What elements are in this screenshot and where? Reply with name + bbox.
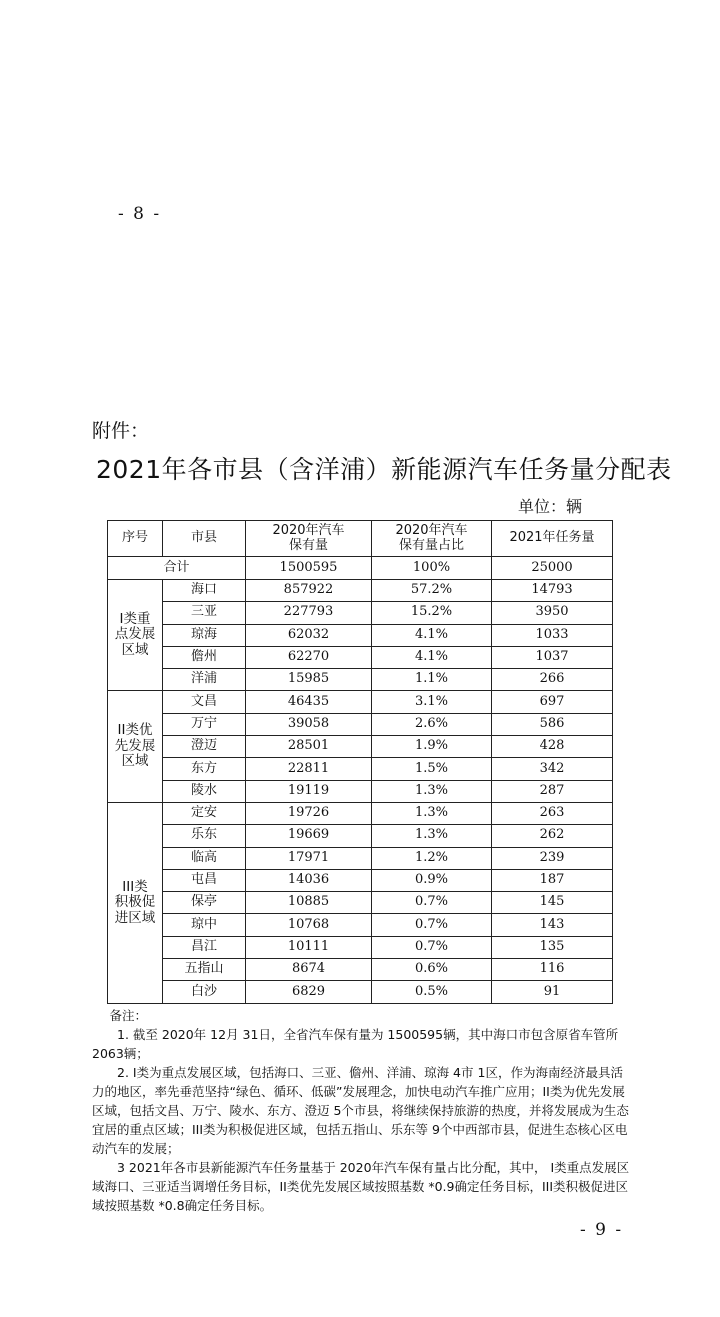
share-cell: 0.9% <box>372 869 492 891</box>
task-cell: 287 <box>492 780 613 802</box>
task-cell: 187 <box>492 869 613 891</box>
table-row <box>108 646 613 668</box>
share-cell: 0.7% <box>372 914 492 936</box>
table-row <box>108 959 613 981</box>
header-task: 2021年任务量 <box>492 521 613 557</box>
holdings-cell: 28501 <box>246 736 372 758</box>
share-cell: 0.7% <box>372 936 492 958</box>
city-cell: 万宁 <box>163 713 246 735</box>
total-task: 25000 <box>492 557 613 580</box>
task-cell: 586 <box>492 713 613 735</box>
notes-section <box>92 1006 632 1215</box>
total-holdings: 1500595 <box>246 557 372 580</box>
city-cell: 五指山 <box>163 959 246 981</box>
city-cell: 东方 <box>163 758 246 780</box>
task-cell: 145 <box>492 892 613 914</box>
task-cell: 342 <box>492 758 613 780</box>
holdings-cell: 227793 <box>246 602 372 624</box>
task-cell: 239 <box>492 847 613 869</box>
table-row <box>108 869 613 891</box>
task-cell: 143 <box>492 914 613 936</box>
share-cell: 1.2% <box>372 847 492 869</box>
holdings-cell: 8674 <box>246 959 372 981</box>
page-number-top: - 8 - <box>118 204 162 224</box>
header-share: 2020年汽车 保有量占比 <box>372 521 492 557</box>
city-cell: 保亭 <box>163 892 246 914</box>
share-cell: 4.1% <box>372 646 492 668</box>
holdings-cell: 14036 <box>246 869 372 891</box>
table-row <box>108 802 613 824</box>
table-row <box>108 780 613 802</box>
city-cell: 定安 <box>163 802 246 824</box>
attachment-label: 附件： <box>92 420 150 442</box>
holdings-cell: 22811 <box>246 758 372 780</box>
share-cell: 0.5% <box>372 981 492 1003</box>
share-cell: 57.2% <box>372 580 492 602</box>
share-cell: 1.5% <box>372 758 492 780</box>
notes-heading: 备注： <box>109 1008 148 1023</box>
city-cell: 海口 <box>163 580 246 602</box>
allocation-table <box>107 520 613 1004</box>
task-cell: 428 <box>492 736 613 758</box>
table-row <box>108 758 613 780</box>
task-cell: 697 <box>492 691 613 713</box>
share-cell: 4.1% <box>372 624 492 646</box>
holdings-cell: 10768 <box>246 914 372 936</box>
table-row <box>108 624 613 646</box>
note-item: 1. 截至 2020年 12月 31日，全省汽车保有量为 1500595辆，其中海口市包含原省车管所 2063辆； <box>92 1027 619 1061</box>
city-cell: 琼海 <box>163 624 246 646</box>
task-cell: 14793 <box>492 580 613 602</box>
city-cell: 洋浦 <box>163 669 246 691</box>
holdings-cell: 19726 <box>246 802 372 824</box>
city-cell: 三亚 <box>163 602 246 624</box>
holdings-cell: 15985 <box>246 669 372 691</box>
task-cell: 135 <box>492 936 613 958</box>
table-row <box>108 914 613 936</box>
table-row <box>108 713 613 735</box>
city-cell: 儋州 <box>163 646 246 668</box>
share-cell: 0.6% <box>372 959 492 981</box>
city-cell: 临高 <box>163 847 246 869</box>
city-cell: 屯昌 <box>163 869 246 891</box>
task-cell: 91 <box>492 981 613 1003</box>
holdings-cell: 17971 <box>246 847 372 869</box>
category-cell: I类重 点发展 区域 <box>108 580 163 691</box>
task-cell: 262 <box>492 825 613 847</box>
table-row <box>108 936 613 958</box>
category-cell: II类优 先发展 区域 <box>108 691 163 802</box>
note-item: 3 2021年各市县新能源汽车任务量基于 2020年汽车保有量占比分配，其中， I类重点发展区域海口、三亚适当调增任务目标，II类优先发展区域按照基数 *0.9确定任务目标，III类积极促进区域按照基数 *0.8确定任务目标。 <box>92 1160 630 1213</box>
table-row <box>108 892 613 914</box>
holdings-cell: 39058 <box>246 713 372 735</box>
page-number-bottom: - 9 - <box>580 1220 624 1240</box>
table-row <box>108 669 613 691</box>
task-cell: 1033 <box>492 624 613 646</box>
header-holdings: 2020年汽车 保有量 <box>246 521 372 557</box>
holdings-cell: 857922 <box>246 580 372 602</box>
share-cell: 1.3% <box>372 825 492 847</box>
table-row <box>108 736 613 758</box>
table-row <box>108 602 613 624</box>
table-row <box>108 691 613 713</box>
task-cell: 3950 <box>492 602 613 624</box>
city-cell: 陵水 <box>163 780 246 802</box>
city-cell: 乐东 <box>163 825 246 847</box>
city-cell: 昌江 <box>163 936 246 958</box>
total-row <box>108 557 613 580</box>
task-cell: 1037 <box>492 646 613 668</box>
task-cell: 116 <box>492 959 613 981</box>
share-cell: 1.9% <box>372 736 492 758</box>
holdings-cell: 19119 <box>246 780 372 802</box>
table-row <box>108 981 613 1003</box>
city-cell: 白沙 <box>163 981 246 1003</box>
page-title: 2021年各市县（含洋浦）新能源汽车任务量分配表 <box>96 455 672 484</box>
header-city: 市县 <box>163 521 246 557</box>
task-cell: 266 <box>492 669 613 691</box>
share-cell: 1.3% <box>372 780 492 802</box>
table-row <box>108 847 613 869</box>
table-row <box>108 825 613 847</box>
total-label: 合计 <box>108 557 246 580</box>
holdings-cell: 62032 <box>246 624 372 646</box>
table-row <box>108 580 613 602</box>
share-cell: 1.1% <box>372 669 492 691</box>
holdings-cell: 6829 <box>246 981 372 1003</box>
share-cell: 0.7% <box>372 892 492 914</box>
category-cell: III类 积极促 进区域 <box>108 802 163 1003</box>
holdings-cell: 46435 <box>246 691 372 713</box>
city-cell: 文昌 <box>163 691 246 713</box>
header-seq: 序号 <box>108 521 163 557</box>
city-cell: 琼中 <box>163 914 246 936</box>
note-item: 2. I类为重点发展区域，包括海口、三亚、儋州、洋浦、琼海 4市 1区，作为海南经济最具活力的地区，率先垂范坚持“绿色、循环、低碳”发展理念，加快电动汽车推广应用；II类为优先发展区域，包括文昌、万宁、陵水、东方、澄迈 5个市县，将继续保持旅游的热度，并将发展成为生态宜居的重点区域；III类为积极促进区域，包括五指山、乐东等 9个中西部市县，促进生态核心区电动汽车的发展； <box>92 1065 629 1156</box>
share-cell: 3.1% <box>372 691 492 713</box>
total-share: 100% <box>372 557 492 580</box>
table-header-row <box>108 521 613 557</box>
share-cell: 1.3% <box>372 802 492 824</box>
task-cell: 263 <box>492 802 613 824</box>
holdings-cell: 10111 <box>246 936 372 958</box>
unit-label: 单位：辆 <box>518 497 583 516</box>
share-cell: 2.6% <box>372 713 492 735</box>
holdings-cell: 19669 <box>246 825 372 847</box>
holdings-cell: 62270 <box>246 646 372 668</box>
holdings-cell: 10885 <box>246 892 372 914</box>
share-cell: 15.2% <box>372 602 492 624</box>
city-cell: 澄迈 <box>163 736 246 758</box>
